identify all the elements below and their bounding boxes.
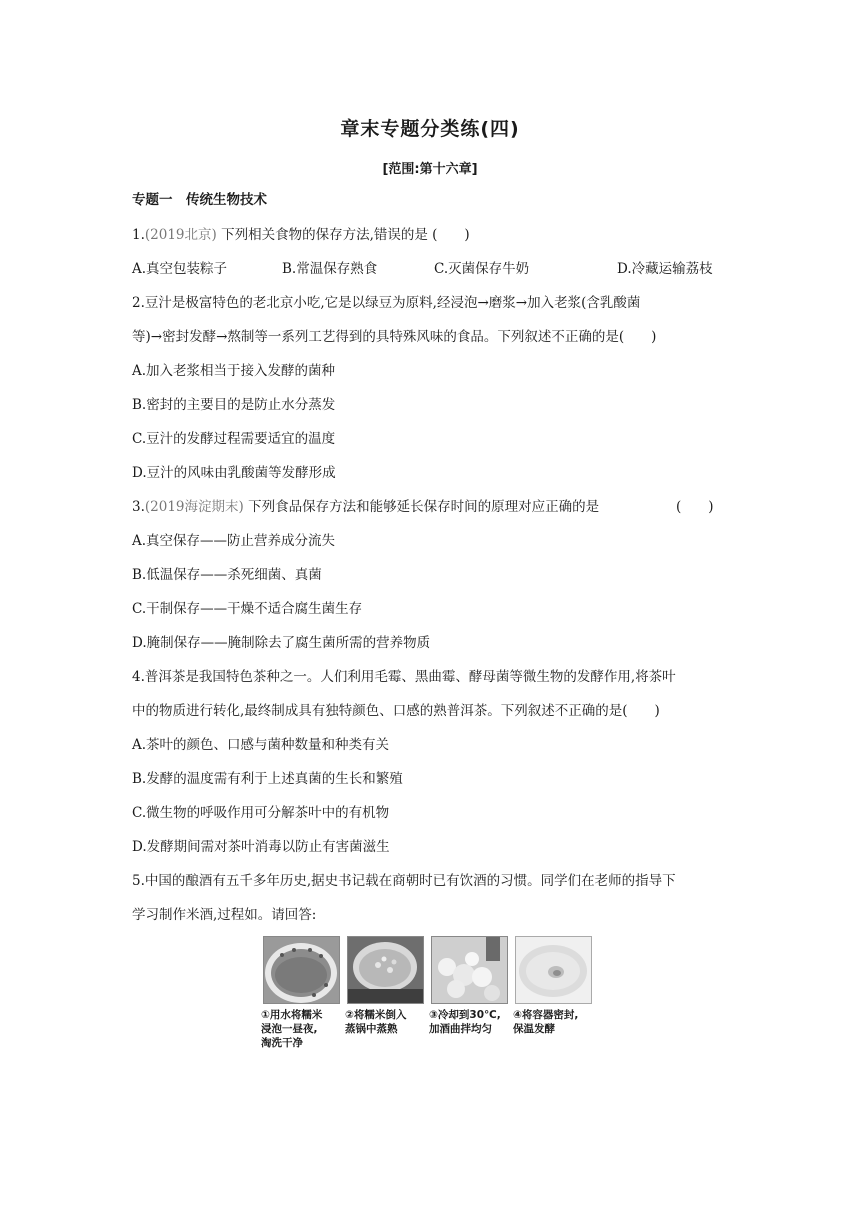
option-d: D.豆汁的风味由乳酸菌等发酵形成 [132, 465, 336, 481]
question-4-line-2: 中的物质进行转化,最终制成具有独特颜色、口感的熟普洱茶。下列叙述不正确的是( ) [132, 703, 660, 719]
scope-label: [范围:第十六章] [382, 162, 478, 177]
question-2-line-1: 2.豆汁是极富特色的老北京小吃,它是以绿豆为原料,经浸泡→磨浆→加入老浆(含乳酸菌 [132, 295, 641, 311]
caption-line: 加酒曲拌均匀 [429, 1023, 492, 1035]
question-number: 3. [132, 499, 145, 515]
question-source: (2019北京) [144, 227, 217, 243]
question-3-stem [132, 497, 599, 517]
section-heading: 专题一 传统生物技术 [132, 192, 267, 208]
question-1-options [132, 259, 732, 279]
page-title: 章末专题分类练(四) [340, 118, 520, 140]
option-a: A.加入老浆相当于接入发酵的菌种 [132, 363, 336, 379]
step-2-photo [347, 936, 424, 1004]
step-1-caption [261, 1008, 343, 1050]
option-d: D.发酵期间需对茶叶消毒以防止有害菌滋生 [132, 839, 390, 855]
option-b: B.密封的主要目的是防止水分蒸发 [132, 397, 336, 413]
caption-line: 淘洗干净 [261, 1037, 303, 1049]
option-d: D.腌制保存——腌制除去了腐生菌所需的营养物质 [132, 635, 431, 651]
option-d: D.冷藏运输荔枝 [617, 261, 713, 277]
option-c: C.干制保存——干燥不适合腐生菌生存 [132, 601, 363, 617]
caption-line: 蒸锅中蒸熟 [345, 1023, 398, 1035]
step-1-photo [263, 936, 340, 1004]
question-5-line-1: 5.中国的酿酒有五千多年历史,据史书记载在商朝时已有饮酒的习惯。同学们在老师的指导下 [132, 873, 676, 889]
step-3-caption [429, 1008, 511, 1036]
step-4-caption [513, 1008, 595, 1036]
question-5-line-2: 学习制作米酒,过程如。请回答: [132, 907, 317, 923]
question-1-stem [132, 225, 470, 245]
option-a: A.真空包装粽子 [132, 261, 228, 277]
question-number: 1. [132, 227, 145, 243]
option-b: B.低温保存——杀死细菌、真菌 [132, 567, 322, 583]
step-3-photo [431, 936, 508, 1004]
caption-line: ③冷却到30℃, [429, 1009, 501, 1021]
option-b: B.发酵的温度需有利于上述真菌的生长和繁殖 [132, 771, 403, 787]
option-c: C.灭菌保存牛奶 [434, 261, 530, 277]
question-text: 下列食品保存方法和能够延长保存时间的原理对应正确的是 [243, 499, 600, 515]
caption-line: 保温发酵 [513, 1023, 555, 1035]
caption-line: ②将糯米倒入 [345, 1009, 407, 1021]
rice-wine-process-figure [263, 936, 613, 1066]
question-source: (2019海淀期末) [144, 499, 244, 515]
question-2-line-2: 等)→密封发酵→熬制等一系列工艺得到的具特殊风味的食品。下列叙述不正确的是( ) [132, 329, 657, 345]
caption-line: ④将容器密封, [513, 1009, 579, 1021]
answer-parentheses: ( ) [676, 499, 714, 515]
option-c: C.豆汁的发酵过程需要适宜的温度 [132, 431, 336, 447]
question-4-line-1: 4.普洱茶是我国特色茶种之一。人们利用毛霉、黑曲霉、酵母菌等微生物的发酵作用,将茶叶 [132, 669, 676, 685]
step-2-caption [345, 1008, 427, 1036]
option-c: C.微生物的呼吸作用可分解茶叶中的有机物 [132, 805, 390, 821]
caption-line: ①用水将糯米 [261, 1009, 323, 1021]
option-b: B.常温保存熟食 [282, 261, 378, 277]
step-4-photo [515, 936, 592, 1004]
question-text: 下列相关食物的保存方法,错误的是 ( ) [216, 227, 470, 243]
option-a: A.真空保存——防止营养成分流失 [132, 533, 336, 549]
option-a: A.茶叶的颜色、口感与菌种数量和种类有关 [132, 737, 390, 753]
caption-line: 浸泡一昼夜, [261, 1023, 318, 1035]
